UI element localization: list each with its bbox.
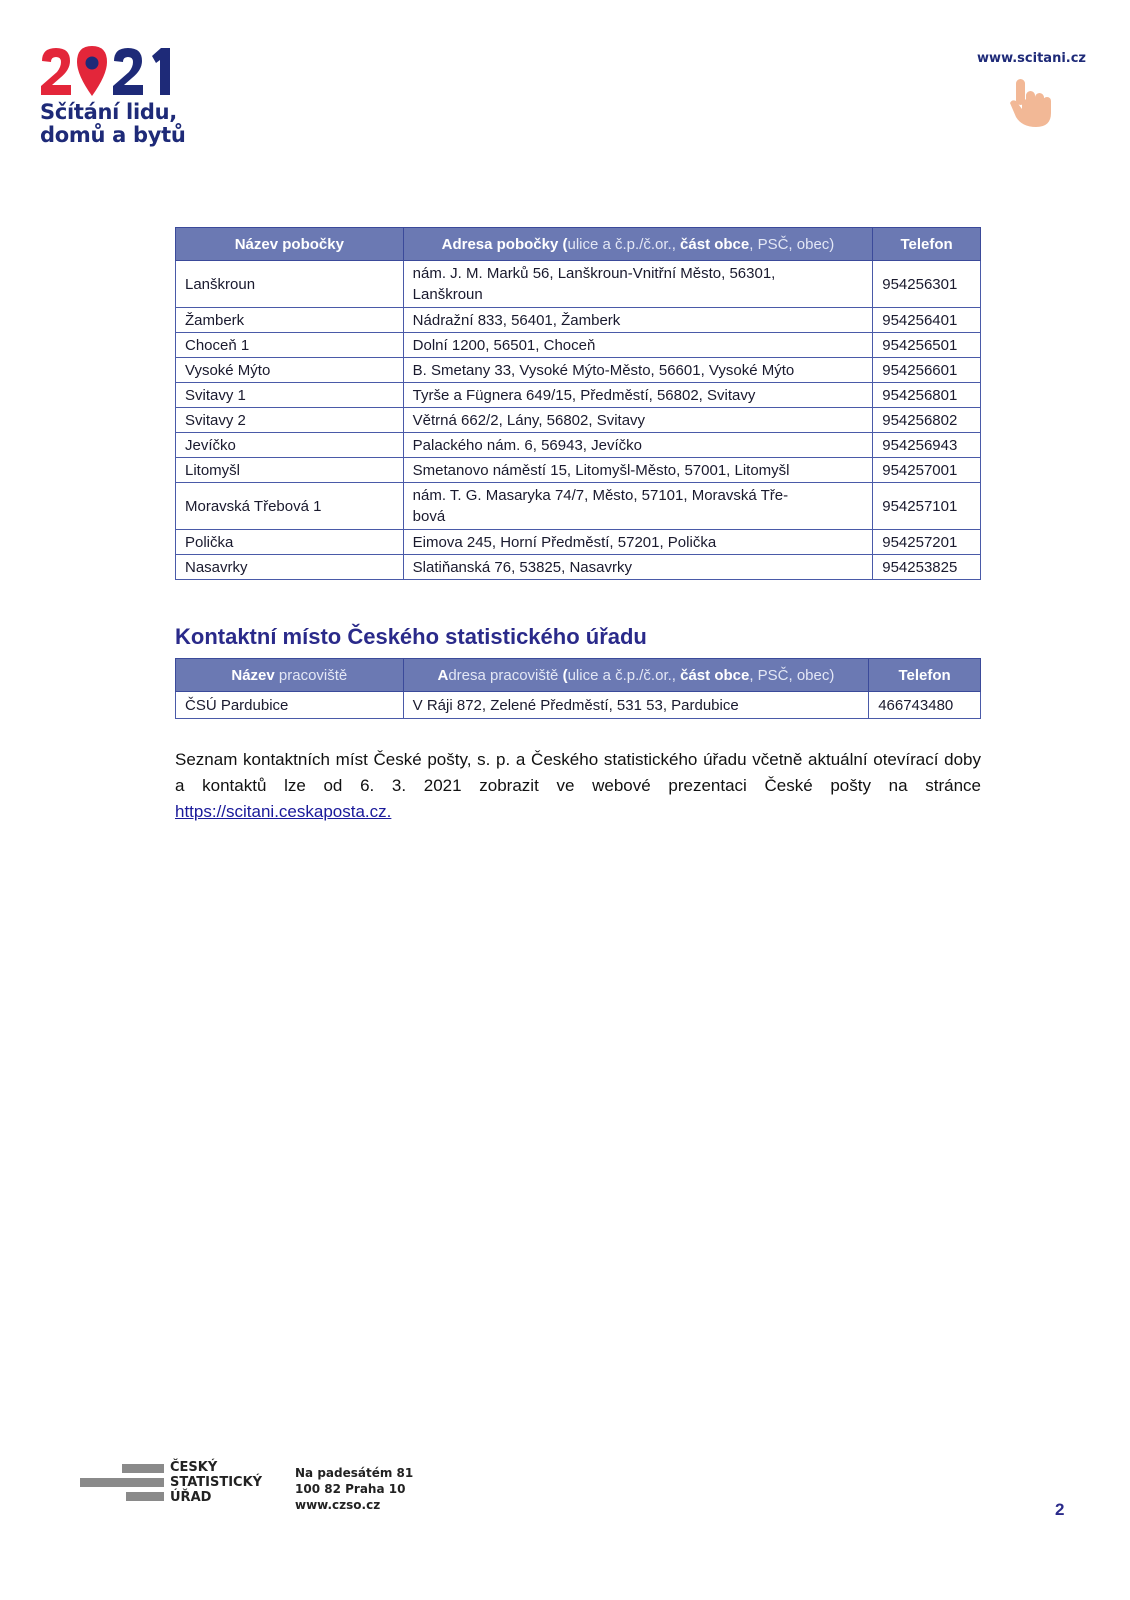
address-street: Na padesátém 81	[295, 1466, 414, 1480]
ceskaposta-link[interactable]: https://scitani.ceskaposta.cz.	[175, 802, 392, 821]
branch-name: Moravská Třebová 1	[176, 483, 404, 530]
column-header-phone: Telefon	[869, 659, 981, 692]
branch-address: Palackého nám. 6, 56943, Jevíčko	[403, 433, 873, 458]
logo-line1: ČESKÝ	[170, 1460, 218, 1475]
office-name: ČSÚ Pardubice	[176, 692, 404, 719]
branch-address: Větrná 662/2, Lány, 56802, Svitavy	[403, 408, 873, 433]
branch-phone: 954256501	[873, 333, 981, 358]
branch-address: Slatiňanská 76, 53825, Nasavrky	[403, 555, 873, 580]
branch-name: Polička	[176, 530, 404, 555]
table-row	[176, 433, 981, 458]
branch-phone: 954256802	[873, 408, 981, 433]
column-header-address: Adresa pracoviště (ulice a č.p./č.or., část obce, PSČ, obec)	[403, 659, 869, 692]
column-header-address: Adresa pobočky (ulice a č.p./č.or., část obce, PSČ, obec)	[403, 228, 873, 261]
logo-line2: STATISTICKÝ	[170, 1475, 263, 1490]
site-url[interactable]: www.scitani.cz	[977, 51, 1086, 66]
table-header-row	[176, 228, 981, 261]
logo-text-line2: domů a bytů	[40, 123, 186, 147]
branch-address: nám. T. G. Masaryka 74/7, Město, 57101, Moravská Tře- bová	[403, 483, 873, 530]
branch-address: Tyrše a Fügnera 649/15, Předměstí, 56802, Svitavy	[403, 383, 873, 408]
column-header-name: Název pobočky	[176, 228, 404, 261]
census-2021-logo-icon	[40, 45, 172, 97]
branch-address: Eimova 245, Horní Předměstí, 57201, Polička	[403, 530, 873, 555]
address-city: 100 82 Praha 10	[295, 1482, 406, 1496]
branch-address: B. Smetany 33, Vysoké Mýto-Město, 56601, Vysoké Mýto	[403, 358, 873, 383]
branch-name: Svitavy 2	[176, 408, 404, 433]
table-row	[176, 555, 981, 580]
info-paragraph: Seznam kontaktních míst České pošty, s. p. a Českého statistického úřadu včetně aktuální otevírací doby a kontaktů lze od 6. 3. 2021 zobrazit ve webové prezentaci České pošty na stránce https://scitani.ceskaposta.cz.	[175, 750, 981, 821]
branch-address: Nádražní 833, 56401, Žamberk	[403, 308, 873, 333]
section-heading: Kontaktní místo Českého statistického úřadu	[175, 624, 647, 649]
branch-phone: 954256301	[873, 261, 981, 308]
contact-table	[175, 658, 981, 719]
office-address: V Ráji 872, Zelené Předměstí, 531 53, Pardubice	[403, 692, 869, 719]
branch-name: Svitavy 1	[176, 383, 404, 408]
branch-address: Dolní 1200, 56501, Choceň	[403, 333, 873, 358]
branch-name: Lanškroun	[176, 261, 404, 308]
pointing-hand-icon	[1008, 77, 1054, 134]
column-header-phone: Telefon	[873, 228, 981, 261]
table-row	[176, 692, 981, 719]
branch-phone: 954256801	[873, 383, 981, 408]
table-header-row	[176, 659, 981, 692]
branch-phone: 954256943	[873, 433, 981, 458]
table-row	[176, 358, 981, 383]
branch-phone: 954257101	[873, 483, 981, 530]
table-row	[176, 308, 981, 333]
branch-name: Nasavrky	[176, 555, 404, 580]
logo-text-line1: Sčítání lidu,	[40, 100, 177, 124]
address-web[interactable]: www.czso.cz	[295, 1498, 381, 1512]
branch-name: Žamberk	[176, 308, 404, 333]
office-phone: 466743480	[869, 692, 981, 719]
branch-name: Choceň 1	[176, 333, 404, 358]
table-row	[176, 530, 981, 555]
branch-name: Jevíčko	[176, 433, 404, 458]
table-row	[176, 408, 981, 433]
branch-name: Litomyšl	[176, 458, 404, 483]
branch-address: nám. J. M. Marků 56, Lanškroun-Vnitřní Město, 56301, Lanškroun	[403, 261, 873, 308]
branch-phone: 954256401	[873, 308, 981, 333]
branch-phone: 954256601	[873, 358, 981, 383]
branch-phone: 954253825	[873, 555, 981, 580]
logo-bar-middle	[80, 1478, 164, 1487]
table-row	[176, 333, 981, 358]
logo-line3: ÚŘAD	[170, 1490, 212, 1505]
footer-address	[295, 1465, 413, 1513]
logo-bar-top	[122, 1464, 164, 1473]
page-number: 2	[1055, 1500, 1065, 1519]
branch-phone: 954257001	[873, 458, 981, 483]
branches-table	[175, 227, 981, 580]
column-header-name: Název pracoviště	[176, 659, 404, 692]
branch-phone: 954257201	[873, 530, 981, 555]
table-row	[176, 261, 981, 308]
branch-address: Smetanovo náměstí 15, Litomyšl-Město, 57001, Litomyšl	[403, 458, 873, 483]
branch-name: Vysoké Mýto	[176, 358, 404, 383]
table-row	[176, 458, 981, 483]
table-row	[176, 383, 981, 408]
table-row	[176, 483, 981, 530]
census-logo	[40, 45, 190, 147]
logo-bar-bottom	[126, 1492, 164, 1501]
